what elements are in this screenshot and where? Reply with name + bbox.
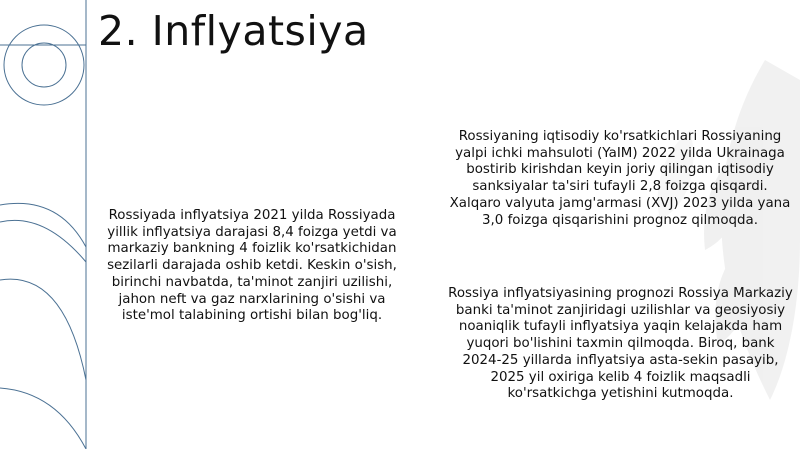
large-circle-outline [4, 25, 84, 105]
inflation-forecast-paragraph: Rossiya inflyatsiyasining prognozi Rossiya Markaziy banki ta'minot zanjiridagi uzilishlar va geosiyosiy noaniqlik tufayli inflyatsiya yaqin kelajakda ham yuqori bo'lishini taxmin qilmoqda. Biroq, bank 2024-25 yillarda inflyatsiya asta-sekin pasayib, 2025 yil oxiriga kelib 4 foizlik maqsadli ko'rsatkichga yetishini kutmoqda. [448, 286, 793, 402]
bottom-arc-outline [0, 388, 86, 449]
slide-title: 2. Inflyatsiya [98, 7, 369, 55]
upper-arc-outline [0, 203, 86, 247]
inflation-2021-paragraph: Rossiyada inflyatsiya 2021 yilda Rossiyada yillik inflyatsiya darajasi 8,4 foizga yetdi va markaziy bankning 4 foizlik ko'rsatkichidan sezilarli darajada oshib ketdi. Keskin o'sish, birinchi navbatda, ta'minot zanjiri uzilishi, jahon neft va gaz narxlarining o'sishi va iste'mol talabining ortishi bilan bog'liq. [107, 208, 397, 324]
lower-arc-outline [0, 279, 86, 380]
middle-arc-outline [0, 220, 86, 262]
small-circle-outline [22, 43, 66, 87]
economic-indicators-paragraph: Rossiyaning iqtisodiy ko'rsatkichlari Rossiyaning yalpi ichki mahsuloti (YaIM) 2022 yilda Ukrainaga bostirib kirishdan keyin joriy qilingan iqtisodiy sanksiyalar ta'siri tufayli 2,8 foizga qisqardi. Xalqaro valyuta jamg'armasi (XVJ) 2023 yilda yana 3,0 foizga qisqarishini prognoz qilmoqda. [449, 129, 791, 228]
